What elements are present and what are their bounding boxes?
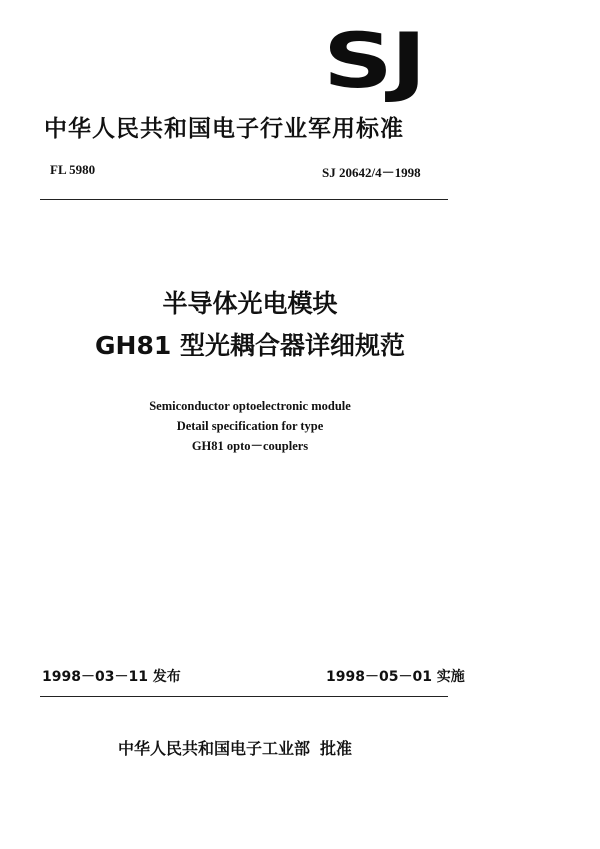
issuing-authority (118, 736, 352, 759)
standard-number: SJ 20642/4－1998 (322, 165, 421, 180)
sj-logo: SJ (323, 16, 425, 105)
english-title-line-1: Semiconductor optoelectronic module (149, 399, 351, 413)
effective-date: 1998－05－01 实施 (326, 669, 465, 685)
approval-text: 批准 (320, 739, 353, 758)
document-title-line-2: GH81 型光耦合器详细规范 (95, 331, 405, 360)
standard-type-title: 中华人民共和国电子行业军用标准 (44, 116, 404, 142)
top-divider (40, 199, 448, 200)
classification-code: FL 5980 (50, 162, 96, 177)
issue-date: 1998－03－11 发布 (42, 669, 181, 685)
english-title-line-2: Detail specification for type (176, 419, 324, 433)
english-title-line-3: GH81 opto－couplers (191, 439, 309, 453)
bottom-divider (40, 696, 448, 697)
document-title-line-1: 半导体光电模块 (162, 289, 338, 318)
issuer-name: 中华人民共和国电子工业部 (118, 739, 311, 758)
